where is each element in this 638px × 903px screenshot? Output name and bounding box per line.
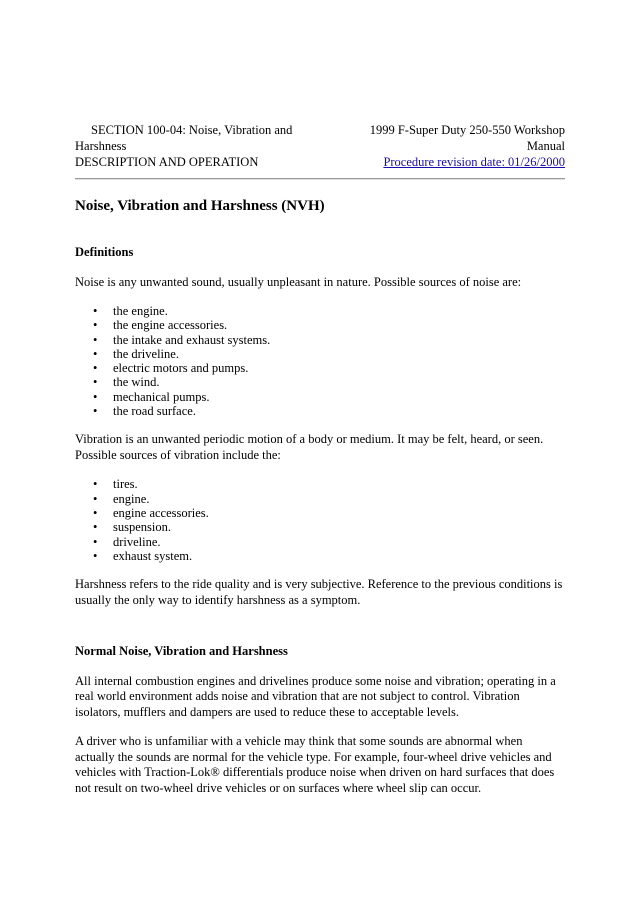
list-item: • the wind. xyxy=(113,375,565,389)
vibration-intro: Vibration is an unwanted periodic motion of a body or medium. It may be felt, heard, or seen. Possible sources of vibration include the: xyxy=(75,432,544,462)
noise-intro: Noise is any unwanted sound, usually unpleasant in nature. Possible sources of noise are: xyxy=(75,274,522,289)
manual-title-line2: Manual xyxy=(526,139,565,153)
list-item: • the intake and exhaust systems. xyxy=(113,333,565,347)
header-right xyxy=(345,122,565,170)
page-title: Noise, Vibration and Harshness (NVH) xyxy=(75,198,325,214)
normal-nvh-paragraph-1: All internal combustion engines and drivelines produce some noise and vibration; operating in a real world environment adds noise and vibration that are not subject to control. Vibration isolators, mufflers and dampers are used to reduce these to acceptable levels. xyxy=(75,673,556,719)
list-item: • the driveline. xyxy=(113,347,565,361)
header-left xyxy=(75,122,325,170)
harshness-definition: Harshness refers to the ride quality and is very subjective. Reference to the previous conditions is usually the only way to identify harshness as a symptom. xyxy=(75,577,563,607)
list-item: • suspension. xyxy=(113,520,565,534)
noise-sources-list xyxy=(75,304,565,418)
revision-date-link[interactable]: Procedure revision date: 01/26/2000 xyxy=(383,155,565,169)
section-title-line2: Harshness xyxy=(75,139,127,153)
list-item: • engine. xyxy=(113,492,565,506)
normal-nvh-paragraph-2: A driver who is unfamiliar with a vehicle may think that some sounds are abnormal when actually the sounds are normal for the vehicle type. For example, four-wheel drive vehicles and vehicles with Traction-Lok® differentials produce noise when driven on hard surfaces that does not result on two-wheel drive vehicles or on surfaces where wheel slip can occur. xyxy=(75,734,555,795)
manual-title-line1: 1999 F-Super Duty 250-550 Workshop xyxy=(369,123,565,137)
list-item: • the engine accessories. xyxy=(113,318,565,332)
list-item: • mechanical pumps. xyxy=(113,390,565,404)
vibration-sources-list xyxy=(75,477,565,563)
list-item: • tires. xyxy=(113,477,565,491)
list-item: • the road surface. xyxy=(113,404,565,418)
list-item: • engine accessories. xyxy=(113,506,565,520)
list-item: • the engine. xyxy=(113,304,565,318)
list-item: • exhaust system. xyxy=(113,549,565,563)
list-item: • driveline. xyxy=(113,535,565,549)
section-title-line1: SECTION 100-04: Noise, Vibration and xyxy=(91,123,293,137)
section-category: DESCRIPTION AND OPERATION xyxy=(75,155,259,169)
document-body xyxy=(75,245,565,810)
list-item: • electric motors and pumps. xyxy=(113,361,565,375)
definitions-heading: Definitions xyxy=(75,245,134,259)
normal-nvh-heading: Normal Noise, Vibration and Harshness xyxy=(75,644,288,659)
header-divider xyxy=(75,178,565,180)
